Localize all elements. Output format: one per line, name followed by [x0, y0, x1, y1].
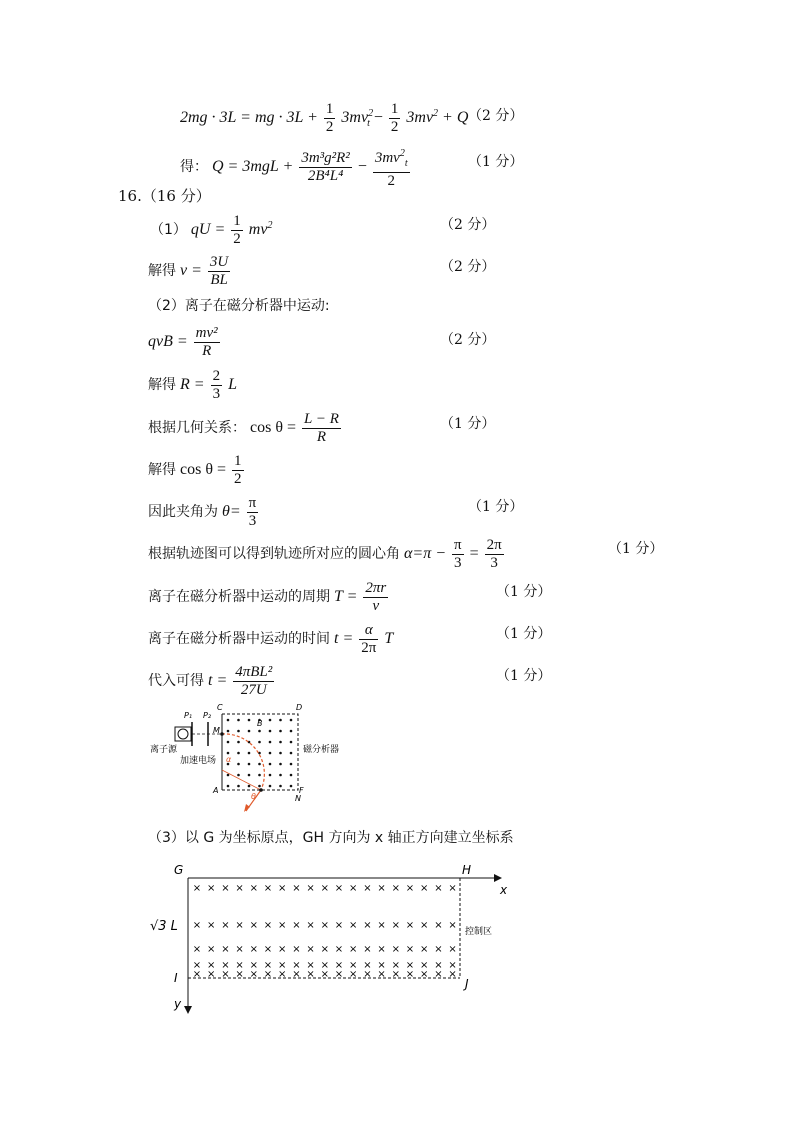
label-N: N [295, 794, 301, 803]
field-cross: × [221, 960, 230, 971]
field-cross: × [363, 944, 372, 955]
field-cross: × [320, 969, 329, 980]
field-dot [248, 730, 251, 733]
ion-source-circle [178, 729, 188, 739]
field-dot [237, 763, 240, 766]
field-dot [258, 730, 261, 733]
label-D: D [296, 703, 303, 712]
field-cross: × [207, 920, 216, 931]
field-cross: × [377, 960, 386, 971]
field-dot [237, 730, 240, 733]
field-cross: × [292, 969, 301, 980]
field-dot [248, 752, 251, 755]
field-cross: × [221, 969, 230, 980]
central-angle: 根据轨迹图可以得到轨迹所对应的圆心角 α=π − $\frac{\pi}{3}$ = $\frac{2\pi}{3}$ [148, 537, 502, 571]
field-cross: × [278, 960, 287, 971]
part3-header: （3）以 G 为坐标原点，GH 方向为 x 轴正方向建立坐标系 [148, 830, 514, 846]
field-cross: × [263, 944, 273, 955]
score-geometry: （1 分） [440, 416, 496, 432]
y-axis-arrow [184, 1006, 192, 1014]
energy-equation: 2mg · 3L = mg · 3L + $\frac{1}{2}$ $3mv^2_t$ − $\frac{1}{2}$ $3mv^2 + Q$ [180, 101, 469, 135]
label-M: M [213, 726, 220, 735]
control-region-diagram [140, 860, 540, 1020]
label-A: A [213, 786, 219, 795]
field-cross: × [434, 944, 443, 955]
heat-fraction-2: $\frac{3mv^2_t}{2}$ [373, 145, 410, 190]
field-cross: × [207, 960, 216, 971]
label-G: G [174, 863, 184, 877]
score-velocity: （2 分） [440, 259, 496, 275]
field-cross: × [434, 883, 443, 894]
field-cross: × [221, 920, 230, 931]
field-dot [290, 774, 293, 777]
geometry-relation: 根据几何关系： cos θ = $\frac{L - R}{R}$ [148, 411, 339, 445]
field-dot [279, 730, 282, 733]
field-cross: × [334, 883, 344, 894]
field-dot [290, 752, 293, 755]
field-cross: × [249, 960, 258, 971]
field-cross: × [405, 960, 415, 971]
field-cross: × [405, 883, 415, 894]
field-cross: × [249, 883, 258, 894]
field-cross: × [363, 883, 372, 894]
field-cross: × [334, 960, 344, 971]
field-dot [279, 741, 282, 744]
field-dot [227, 719, 230, 722]
field-cross: × [405, 920, 415, 931]
label-accelerator: 加速电场 [180, 756, 217, 766]
field-cross: × [278, 944, 287, 955]
field-dot [227, 730, 230, 733]
label-ion-source: 离子源 [150, 745, 178, 755]
field-cross: × [292, 883, 301, 894]
label-P1: P₁ [184, 711, 193, 720]
field-cross: × [391, 944, 400, 955]
field-cross: × [405, 969, 415, 980]
magnetic-analyzer-diagram [140, 700, 360, 812]
field-cross: × [349, 969, 358, 980]
field-dot [279, 785, 282, 788]
field-dot [227, 752, 230, 755]
field-cross: × [363, 960, 372, 971]
field-cross: × [320, 944, 329, 955]
field-cross: × [278, 883, 287, 894]
field-dot [269, 752, 272, 755]
field-dot [290, 719, 293, 722]
label-theta: θ [251, 792, 256, 801]
field-cross: × [263, 920, 273, 931]
field-cross: × [349, 944, 358, 955]
field-dot [290, 763, 293, 766]
field-dot [279, 752, 282, 755]
field-cross: × [235, 944, 244, 955]
field-dot [269, 763, 272, 766]
field-cross: × [292, 960, 301, 971]
label-P2: P₂ [203, 711, 212, 720]
score-period: （1 分） [496, 584, 552, 600]
field-cross: × [334, 969, 344, 980]
label-C: C [217, 703, 223, 712]
field-cross: × [278, 969, 287, 980]
label-y: y [174, 997, 182, 1011]
field-dot [269, 741, 272, 744]
field-cross: × [235, 960, 244, 971]
field-dot [269, 785, 272, 788]
exit-arrow-head [244, 804, 250, 812]
field-dot [227, 785, 230, 788]
field-cross: × [292, 944, 301, 955]
velocity-result: 解得 v = $\frac{3U}{BL}$ [148, 254, 229, 288]
lorentz-equation: qvB = $\frac{\text{mv²}}{R}$ [148, 325, 218, 359]
field-cross: × [349, 883, 358, 894]
label-x: x [500, 883, 508, 897]
field-cross: × [405, 944, 415, 955]
period-equation: 离子在磁分析器中运动的周期 T = $\frac{2\pi r}{v}$ [148, 580, 387, 614]
field-cross: × [306, 960, 315, 971]
field-cross: × [434, 969, 443, 980]
field-cross: × [377, 944, 386, 955]
field-cross: × [434, 920, 443, 931]
score-time: （1 分） [496, 626, 552, 642]
score-time-result: （1 分） [496, 668, 552, 684]
cos-result: 解得 cos θ = $\frac{1}{2}$ [148, 453, 242, 487]
field-cross: × [192, 969, 202, 980]
magnetic-field-crosses [193, 883, 457, 980]
field-cross: × [363, 969, 372, 980]
field-cross: × [306, 944, 315, 955]
field-dot [269, 719, 272, 722]
field-cross: × [192, 883, 202, 894]
time-equation: 离子在磁分析器中运动的时间 t = $\frac{\alpha}{2\pi}$ T [148, 622, 394, 656]
field-cross: × [207, 883, 216, 894]
field-dot [248, 785, 251, 788]
field-cross: × [320, 883, 329, 894]
question-16-header: 16.（16 分） [118, 187, 211, 205]
field-dot [237, 785, 240, 788]
score-heat: （1 分） [468, 154, 524, 170]
field-cross: × [334, 944, 344, 955]
field-dot [237, 741, 240, 744]
field-cross: × [391, 920, 400, 931]
label-B: B [257, 719, 263, 728]
field-dot [237, 774, 240, 777]
field-cross: × [349, 920, 358, 931]
field-cross: × [349, 960, 358, 971]
half-fraction-2: $\frac{1}{2}$ [390, 101, 399, 135]
field-dot [248, 774, 251, 777]
field-cross: × [448, 969, 457, 980]
field-cross: × [334, 920, 344, 931]
field-cross: × [306, 920, 315, 931]
field-cross: × [391, 969, 400, 980]
part2-header: （2）离子在磁分析器中运动: [148, 298, 330, 314]
field-cross: × [249, 920, 258, 931]
field-cross: × [235, 883, 244, 894]
field-dot [258, 785, 261, 788]
heat-fraction-1: $\frac{\text{3m³g²R²}}{\text{2B⁴L⁴}}$ [301, 150, 350, 184]
field-dot [258, 763, 261, 766]
field-cross: × [420, 883, 429, 894]
score-angle: （1 分） [468, 499, 524, 515]
field-cross: × [192, 960, 202, 971]
field-cross: × [249, 944, 258, 955]
field-cross: × [377, 920, 386, 931]
field-cross: × [420, 920, 429, 931]
field-dot [290, 785, 293, 788]
field-cross: × [391, 960, 400, 971]
field-dot [290, 730, 293, 733]
field-cross: × [278, 920, 287, 931]
label-alpha: α [226, 755, 232, 764]
field-cross: × [377, 883, 386, 894]
label-sqrt3L: √3 L [150, 919, 178, 934]
field-dot [269, 774, 272, 777]
angle-result: 因此夹角为 θ= $\frac{\pi}{3}$ [148, 495, 257, 529]
radius-result: 解得 R = $\frac{2}{3}$ L [148, 368, 237, 402]
point-M [220, 732, 224, 736]
label-H: H [462, 863, 472, 877]
point-exit [259, 788, 263, 792]
field-cross: × [448, 883, 457, 894]
time-result: 代入可得 t = $\frac{\text{4πBL²}}{27U}$ [148, 664, 273, 698]
field-cross: × [221, 944, 230, 955]
field-cross: × [420, 944, 429, 955]
field-dot [269, 730, 272, 733]
field-cross: × [263, 960, 273, 971]
field-cross: × [306, 969, 315, 980]
field-cross: × [320, 920, 329, 931]
field-cross: × [192, 920, 202, 931]
field-dot [258, 741, 261, 744]
heat-equation: 得： Q = 3mgL + $\frac{\text{3m³g²R²}}{\text{2B⁴L⁴}}$ − $\frac{3mv^2_t}{2}$ [180, 145, 412, 190]
field-cross: × [192, 944, 202, 955]
score-lorentz: （2 分） [440, 332, 496, 348]
field-cross: × [306, 883, 315, 894]
part1-equation: （1） qU = $\frac{1}{2}$ $mv^2$ [150, 213, 273, 247]
label-I: I [174, 971, 178, 985]
field-cross: × [448, 960, 457, 971]
field-cross: × [207, 969, 216, 980]
field-cross: × [207, 944, 216, 955]
field-dot [227, 741, 230, 744]
field-dot [227, 774, 230, 777]
field-dot [248, 719, 251, 722]
label-analyzer: 磁分析器 [303, 745, 340, 755]
field-dot [237, 719, 240, 722]
field-cross: × [420, 969, 429, 980]
score-part1: （2 分） [440, 217, 496, 233]
field-dot [258, 774, 261, 777]
field-cross: × [263, 883, 273, 894]
field-dot [248, 763, 251, 766]
label-F: F [299, 786, 304, 795]
x-axis-arrow [494, 874, 502, 882]
field-dot [290, 741, 293, 744]
field-cross: × [249, 969, 258, 980]
field-dot [279, 719, 282, 722]
field-cross: × [235, 920, 244, 931]
score-energy: （2 分） [468, 108, 524, 124]
field-dot [279, 763, 282, 766]
field-cross: × [420, 960, 429, 971]
field-cross: × [263, 969, 273, 980]
field-cross: × [391, 883, 400, 894]
half-fraction: $\frac{1}{2}$ [325, 101, 334, 135]
score-central-angle: （1 分） [608, 541, 664, 557]
field-cross: × [292, 920, 301, 931]
field-cross: × [434, 960, 443, 971]
field-cross: × [320, 960, 329, 971]
field-cross: × [448, 944, 457, 955]
field-cross: × [235, 969, 244, 980]
field-dot [279, 774, 282, 777]
label-control-region: 控制区 [465, 927, 493, 937]
field-dot [237, 752, 240, 755]
field-cross: × [448, 920, 457, 931]
label-J: J [465, 977, 469, 991]
field-cross: × [363, 920, 372, 931]
field-cross: × [377, 969, 386, 980]
field-cross: × [221, 883, 230, 894]
